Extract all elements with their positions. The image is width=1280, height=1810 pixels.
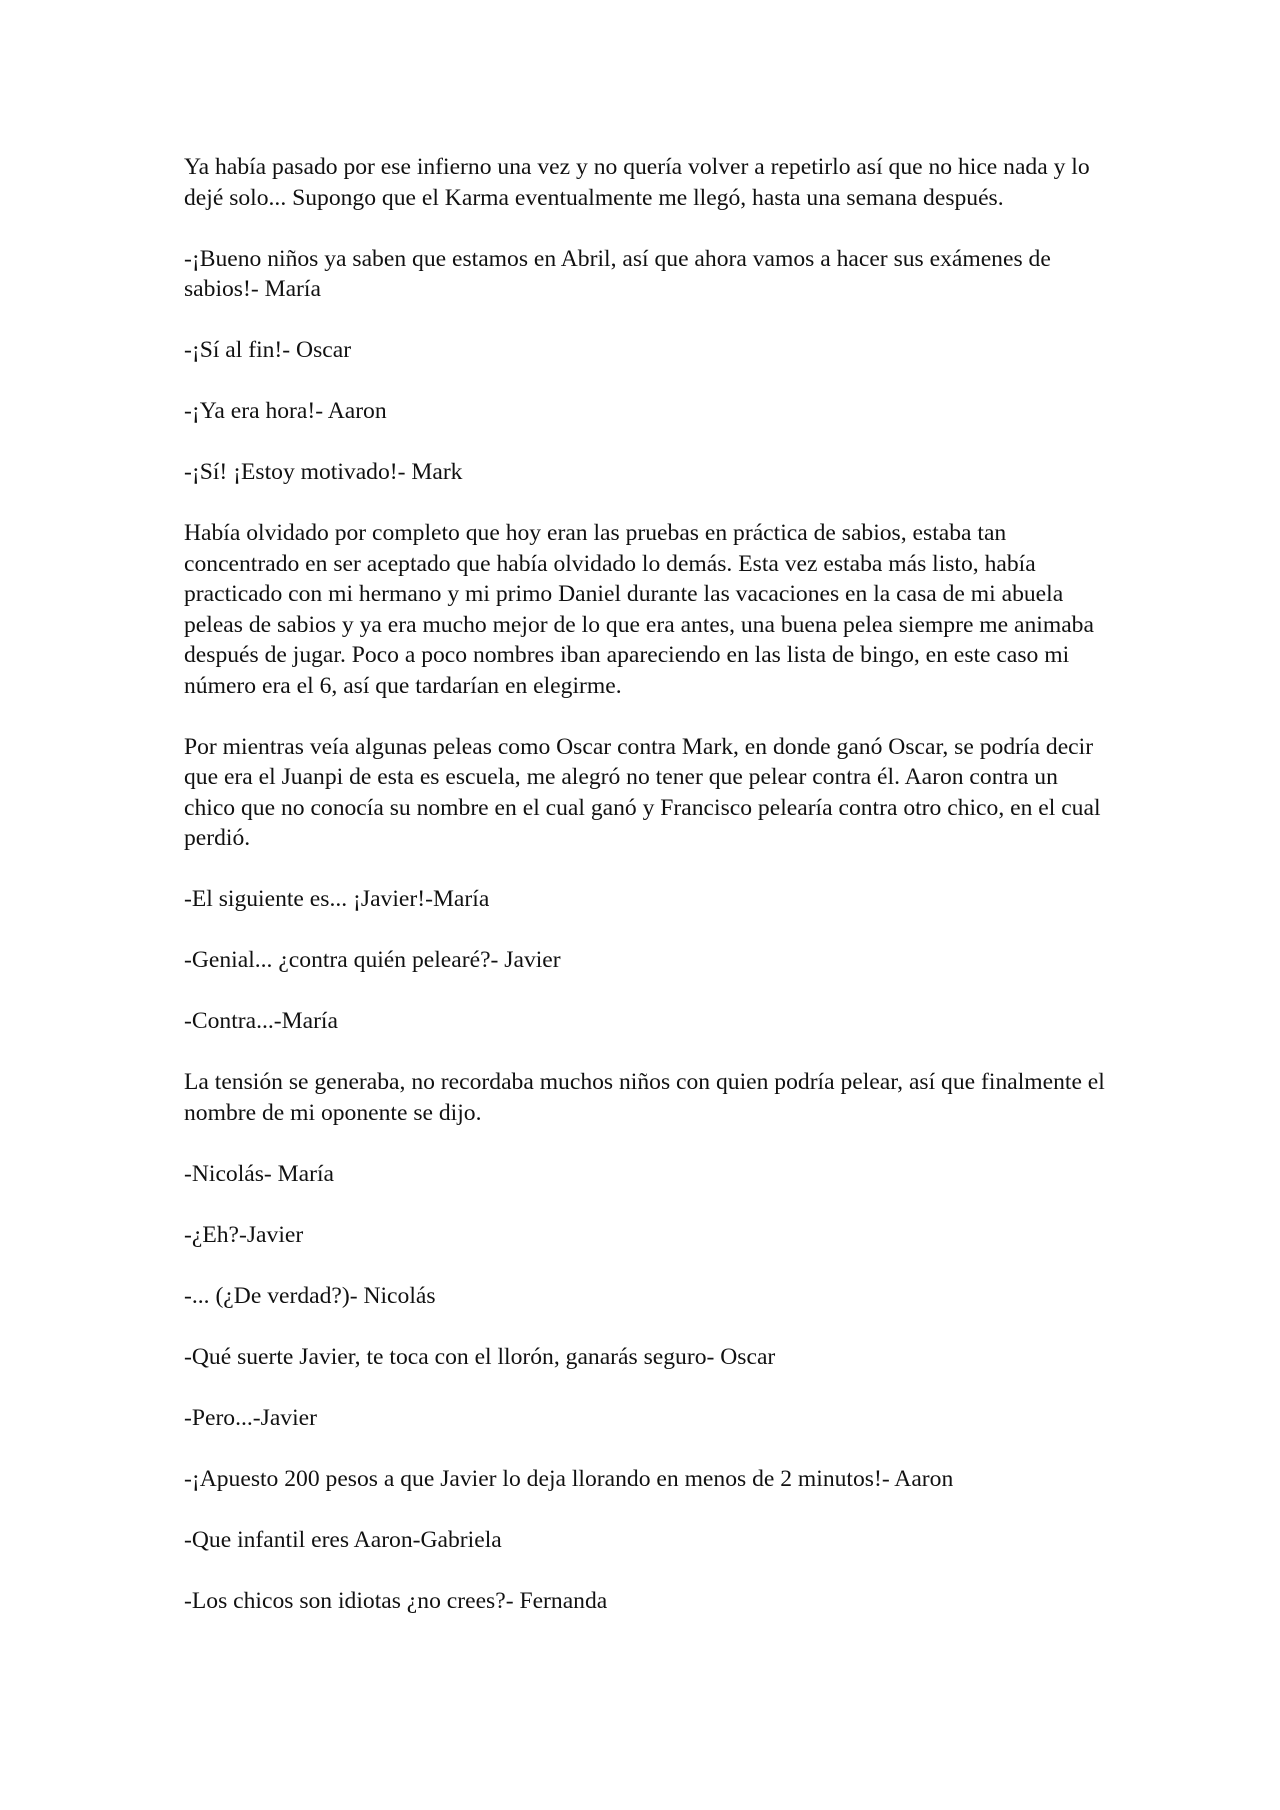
paragraph: -Genial... ¿contra quién pelearé?- Javier	[184, 947, 561, 973]
paragraph: Por mientras veía algunas peleas como Oscar contra Mark, en donde ganó Oscar, se podría decir que era el Juanpi de esta es escuela, me alegró no tener que pelear contra él. Aaron contra un chico que no conocía su nombre en el cual ganó y Francisco pelearía contra otro chico, en el cual perdió.	[184, 733, 1101, 851]
paragraph: -Los chicos son idiotas ¿no crees?- Fernanda	[184, 1587, 608, 1614]
paragraph: -Que infantil eres Aaron-Gabriela	[184, 1526, 502, 1553]
paragraph: La tensión se generaba, no recordaba muchos niños con quien podría pelear, así que finalmente el nombre de mi oponente se dijo.	[184, 1069, 1105, 1126]
paragraph: -¡Sí al fin!- Oscar	[184, 337, 352, 363]
paragraph: -¡Apuesto 200 pesos a que Javier lo deja llorando en menos de 2 minutos!- Aaron	[184, 1465, 954, 1492]
paragraph: -Pero...-Javier	[184, 1404, 317, 1431]
paragraph: -¡Sí! ¡Estoy motivado!- Mark	[184, 459, 463, 485]
document-body	[184, 152, 1114, 1647]
paragraph: -El siguiente es... ¡Javier!-María	[184, 886, 490, 912]
paragraph: -¿Eh?-Javier	[184, 1221, 304, 1248]
paragraph: -¡Bueno niños ya saben que estamos en Abril, así que ahora vamos a hacer sus exámenes de sabios!- María	[184, 245, 1051, 302]
paragraph: -Nicolás- María	[184, 1160, 335, 1187]
paragraph: -¡Ya era hora!- Aaron	[184, 398, 387, 424]
paragraph: -Qué suerte Javier, te toca con el llorón, ganarás seguro- Oscar	[184, 1343, 776, 1370]
paragraph: Había olvidado por completo que hoy eran las pruebas en práctica de sabios, estaba tan concentrado en ser aceptado que había olvidado lo demás. Esta vez estaba más listo, había practicado con mi hermano y mi primo Daniel durante las vacaciones en la casa de mi abuela peleas de sabios y ya era mucho mejor de lo que era antes, una buena pelea siempre me animaba después de jugar. Poco a poco nombres iban apareciendo en las lista de bingo, en este caso mi número era el 6, así que tardarían en elegirme.	[184, 520, 1094, 699]
paragraph: -... (¿De verdad?)- Nicolás	[184, 1282, 436, 1309]
paragraph: Ya había pasado por ese infierno una vez y no quería volver a repetirlo así que no hice nada y lo dejé solo... Supongo que el Karma eventualmente me llegó, hasta una semana después.	[184, 154, 1090, 211]
paragraph: -Contra...-María	[184, 1008, 338, 1034]
